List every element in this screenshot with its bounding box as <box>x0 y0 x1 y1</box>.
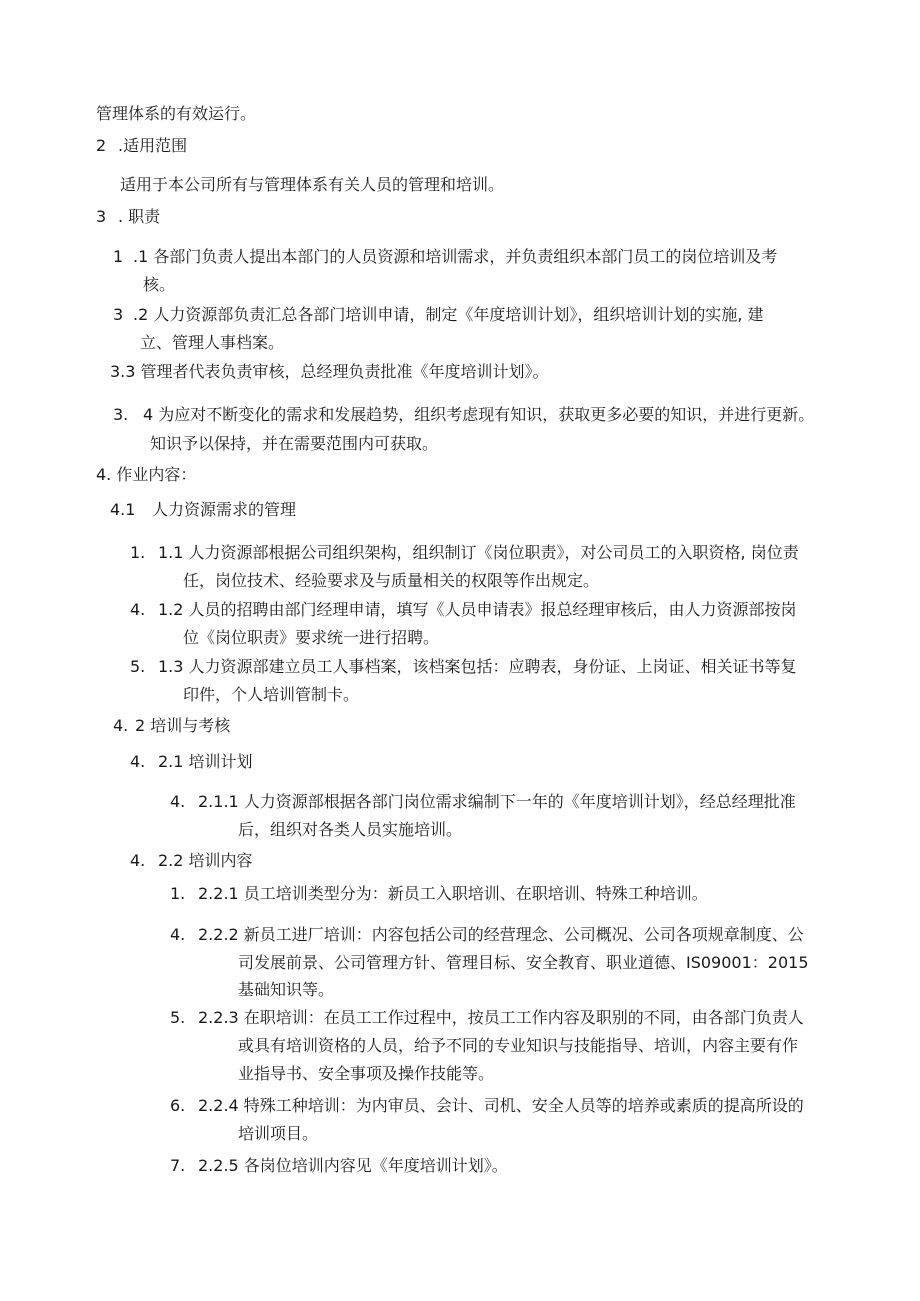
list-item: 3. 4 为应对不断变化的需求和发展趋势，组织考虑现有知识，获取更多必要的知识，并进行更新。 <box>113 405 815 424</box>
list-item: 5. 1.3 人力资源部建立员工人事档案，该档案包括：应聘表，身份证、上岗证、相关证书等复 <box>130 657 797 676</box>
list-item: 3.3 管理者代表负责审核，总经理负责批准《年度培训计划》。 <box>110 362 549 381</box>
subsection-heading: 4.1 人力资源需求的管理 <box>110 500 297 519</box>
list-item: 1. 2.2.1 员工培训类型分为：新员工入职培训、在职培训、特殊工种培训。 <box>170 884 708 903</box>
text-line: 知识予以保持，并在需要范围内可获取。 <box>150 434 439 453</box>
text-line: 业指导书、安全事项及操作技能等。 <box>238 1064 495 1083</box>
text-line: 管理体系的有效运行。 <box>96 104 257 123</box>
text-line: 适用于本公司所有与管理体系有关人员的管理和培训。 <box>120 175 505 194</box>
list-item: 6. 2.2.4 特殊工种培训：为内审员、会计、司机、安全人员等的培养或素质的提高所设的 <box>170 1096 804 1115</box>
list-item: 1 .1 各部门负责人提出本部门的人员资源和培训需求，并负责组织本部门员工的岗位培训及考 <box>113 247 778 266</box>
list-item: 7. 2.2.5 各岗位培训内容见《年度培训计划》。 <box>170 1156 508 1175</box>
section-heading: 4. 作业内容： <box>96 465 197 484</box>
text-line: 任，岗位技术、经验要求及与质量相关的权限等作出规定。 <box>183 571 600 590</box>
text-line: 立、管理人事档案。 <box>140 333 285 352</box>
text-line: 培训项目。 <box>238 1124 319 1143</box>
text-line: 印件，个人培训管制卡。 <box>183 685 360 704</box>
list-item: 4. 1.2 人员的招聘由部门经理申请，填写《人员申请表》报总经理审核后，由人力资源部按岗 <box>130 600 797 619</box>
list-item: 5. 2.2.3 在职培训：在员工工作过程中，按员工工作内容及职别的不同，由各部门负责人 <box>170 1008 804 1027</box>
text-line: 基础知识等。 <box>238 980 335 999</box>
text-line: 核。 <box>143 275 176 294</box>
list-item: 4. 2.1.1 人力资源部根据各部门岗位需求编制下一年的《年度培训计划》，经总经理批准 <box>170 792 796 811</box>
list-item: 4. 2.2.2 新员工进厂培训：内容包括公司的经营理念、公司概况、公司各项规章制度、公 <box>170 925 804 944</box>
subsection-heading: 4. 2.2 培训内容 <box>130 851 253 870</box>
text-line: 位《岗位职责》要求统一进行招聘。 <box>183 628 440 647</box>
subsection-heading: 4. 2.1 培训计划 <box>130 752 253 771</box>
list-item: 1. 1.1 人力资源部根据公司组织架构，组织制订《岗位职责》，对公司员工的入职资格, 岗位责 <box>130 543 799 562</box>
text-line: 后，组织对各类人员实施培训。 <box>238 820 463 839</box>
section-heading: 3 . 职责 <box>96 207 161 226</box>
list-item: 3 .2 人力资源部负责汇总各部门培训申请，制定《年度培训计划》，组织培训计划的实施, 建 <box>113 305 764 324</box>
section-heading: 2 .适用范围 <box>96 136 188 155</box>
text-line: 或具有培训资格的人员，给予不同的专业知识与技能指导、培训，内容主要有作 <box>238 1036 799 1055</box>
text-line: 司发展前景、公司管理方针、管理目标、安全教育、职业道德、IS09001：2015 <box>238 953 809 972</box>
subsection-heading: 4. 2 培训与考核 <box>113 716 231 735</box>
